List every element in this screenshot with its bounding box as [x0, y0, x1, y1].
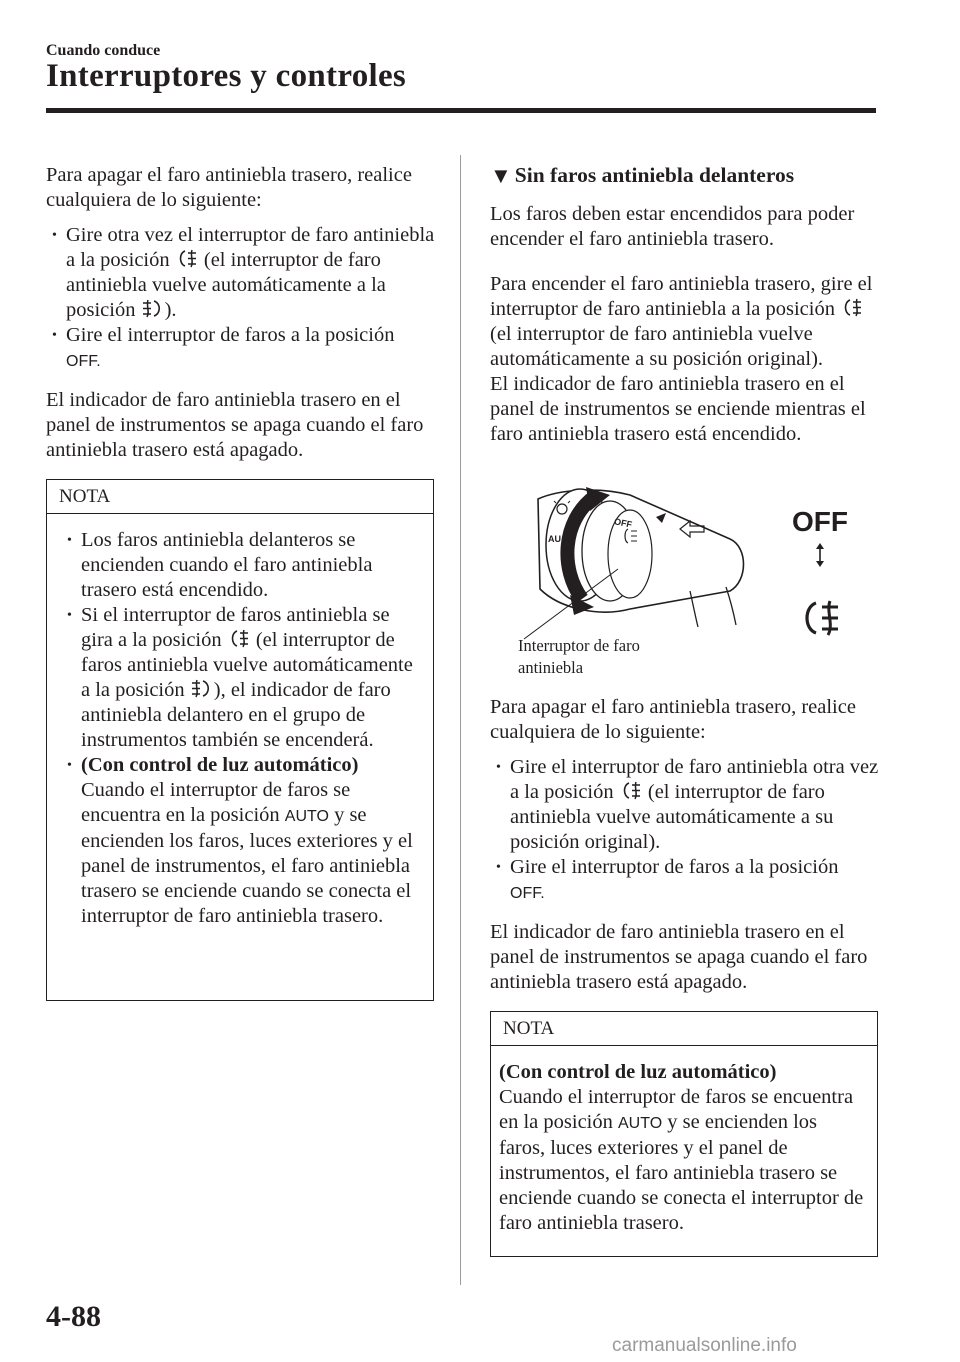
rear-fog-icon [228, 628, 250, 649]
rear-fog-icon [841, 297, 863, 318]
left-note-item-2 [61, 603, 423, 753]
large-rear-fog-icon [807, 601, 838, 635]
auto-position-label: AUTO [284, 808, 329, 825]
left-note-item-2-text-b: (el interruptor de faros antiniebla vuelve automáticamente a la posición [81, 629, 413, 701]
right-bullet-1 [490, 755, 882, 855]
right-bullet-2-text: Gire el interruptor de faros a la posición [510, 856, 839, 878]
left-note-item-3-bold: (Con control de luz automático) [81, 754, 359, 776]
section-label: Cuando conduce [46, 42, 161, 59]
dial-off-label: OFF [613, 516, 633, 530]
rear-fog-icon [620, 780, 642, 801]
left-note-body [47, 514, 433, 943]
left-bullet-1-text-c: ). [164, 299, 177, 321]
column-divider [460, 155, 461, 1285]
right-note-body [491, 1046, 877, 1250]
left-intro: Para apagar el faro antiniebla trasero, realice cualquiera de lo siguiente: [46, 164, 412, 211]
right-p2 [490, 272, 882, 372]
right-note-text [499, 1060, 867, 1236]
figure-off-label: OFF [792, 506, 848, 537]
auto-position-label: AUTO [618, 1115, 663, 1132]
left-bullet-1-text-b: (el interruptor de faro antiniebla vuelve automáticamente a la posición [66, 249, 386, 321]
right-p1: Los faros deben estar encendidos para poder encender el faro antiniebla trasero. [490, 203, 855, 250]
right-p3: El indicador de faro antiniebla trasero en el panel de instrumentos se enciende mientras el faro antiniebla trasero está encendido. [490, 373, 866, 445]
left-note-item-3-text-b: y se encienden los faros, luces exteriores y el panel de instrumentos, el faro antiniebla trasero se enciende cuando se conecta el interruptor de faro antiniebla trasero. [81, 804, 413, 927]
right-intro2: Para apagar el faro antiniebla trasero, realice cualquiera de lo siguiente: [490, 696, 856, 743]
left-note-item-3 [61, 753, 423, 929]
left-note-item-3-text-a: Cuando el interruptor de faros se encuentra en la posición [81, 779, 351, 826]
header-rule [46, 108, 876, 113]
rear-fog-icon [176, 248, 198, 269]
right-bullet-list [490, 755, 882, 906]
right-note-title: NOTA [491, 1012, 877, 1046]
left-bullet-1-text-a: Gire otra vez el interruptor de faro antiniebla a la posición [66, 224, 435, 271]
right-p2-text-a: Para encender el faro antiniebla trasero, gire el interruptor de faro antiniebla a la posición [490, 273, 873, 320]
left-indicator-text: El indicador de faro antiniebla trasero en el panel de instrumentos se apaga cuando el faro antiniebla trasero está apagado. [46, 389, 424, 461]
right-p2-text-b: (el interruptor de faro antiniebla vuelve automáticamente a su posición original). [490, 323, 824, 370]
watermark-text: carmanualsonline.info [612, 1335, 797, 1356]
chapter-title: Interruptores y controles [46, 58, 407, 94]
right-bullet-1-text-a: Gire el interruptor de faro antiniebla otra vez a la posición [510, 756, 879, 803]
dial-auto-label: AU [548, 534, 561, 544]
page-number: 4-88 [46, 1300, 101, 1333]
figure-caption: Interruptor de faro antiniebla [518, 636, 640, 677]
right-indicator-text: El indicador de faro antiniebla trasero en el panel de instrumentos se apaga cuando el faro antiniebla trasero está apagado. [490, 921, 868, 993]
left-note-item-2-text-c: ), el indicador de faro antiniebla delantero en el grupo de instrumentos también se encenderá. [81, 679, 391, 751]
right-heading-text: Sin faros antiniebla delanteros [514, 163, 795, 187]
left-bullet-list [46, 223, 438, 374]
left-note-item-1: • Los faros antiniebla delanteros se encienden cuando el faro antiniebla trasero está encendido. [61, 528, 423, 603]
right-note-text-a: Cuando el interruptor de faros se encuentra en la posición [499, 1086, 854, 1133]
left-column [46, 163, 438, 1001]
triangle-marker-icon: ▼ [490, 163, 512, 188]
left-bullet-2 [46, 323, 438, 374]
left-note-box [46, 479, 434, 1001]
fog-switch-figure [490, 459, 882, 689]
right-bullet-2 [490, 855, 882, 906]
front-fog-icon [191, 678, 213, 699]
right-note-box [490, 1011, 878, 1257]
left-note-item-2-text-a: Si el interruptor de faros antiniebla se gira a la posición [81, 604, 390, 651]
right-note-bold: (Con control de luz automático) [499, 1061, 777, 1083]
left-bullet-1 [46, 223, 438, 323]
right-column [490, 163, 882, 1257]
left-bullet-2-text: Gire el interruptor de faros a la posición [66, 324, 395, 346]
right-bullet-1-text-b: (el interruptor de faro antiniebla vuelve automáticamente a su posición original). [510, 781, 834, 853]
front-fog-icon [142, 298, 164, 319]
left-note-title: NOTA [47, 480, 433, 514]
off-position-label: OFF. [510, 885, 545, 902]
off-position-label: OFF. [66, 353, 101, 370]
right-note-text-b: y se encienden los faros, luces exteriores y el panel de instrumentos, el faro antiniebla trasero se enciende cuando se conecta el interruptor de faro antiniebla trasero. [499, 1111, 864, 1234]
right-heading [490, 163, 882, 188]
